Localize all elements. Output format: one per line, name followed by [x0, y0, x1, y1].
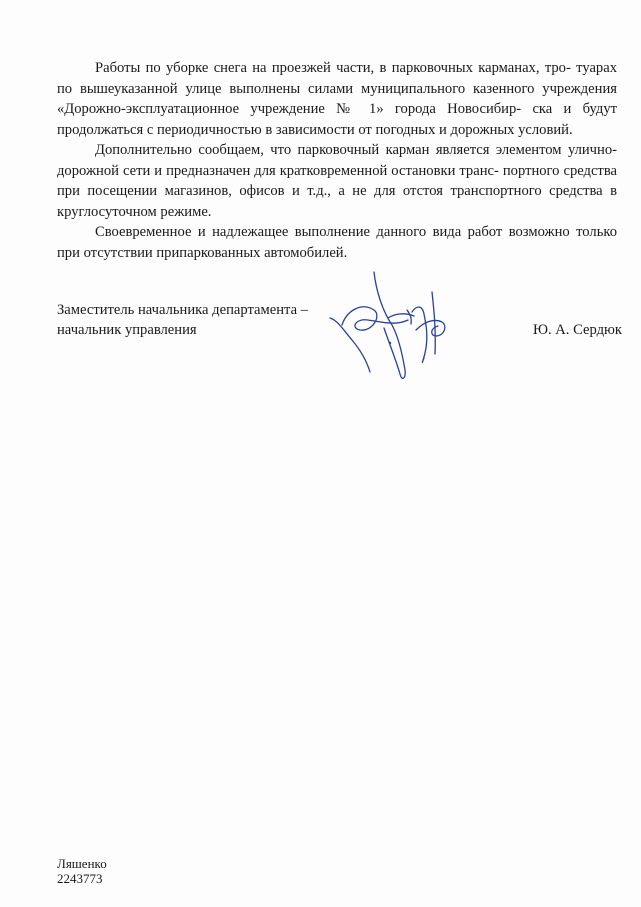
signatory-title: [57, 300, 337, 340]
text-line: Своевременное и надлежащее выполнение данного вида работ возможно: [95, 224, 570, 240]
signature-stroke: [407, 310, 411, 324]
text-line: портного средства при посещении магазинов, офисов и т.д., а не для отстоя: [57, 162, 617, 199]
executor-name: Ляшенко: [57, 856, 107, 871]
paragraph-parking-pocket: [57, 140, 617, 222]
signature-stroke: [416, 320, 445, 336]
handwritten-signature: [312, 270, 462, 385]
text-line: только при отсутствии припаркованных автомобилей.: [57, 224, 617, 261]
text-line: улично-дорожной сети и предназначен для кратковременной остановки транс-: [57, 142, 617, 179]
signature-stroke: [412, 307, 427, 363]
text-line: учреждения «Дорожно-эксплуатационное учреждение № 1» города Новосибир-: [57, 80, 617, 117]
signature-stroke: [330, 318, 370, 372]
signature-block: [57, 300, 622, 390]
text-line: Дополнительно сообщаем, что парковочный карман является элементом: [95, 142, 562, 158]
signature-stroke: [374, 272, 405, 378]
signatory-name: Ю. А. Сердюк: [532, 322, 622, 338]
signature-stroke: [342, 307, 408, 330]
signatory-title-line: Заместитель начальника департамента –: [57, 302, 309, 318]
executor-phone: 2243773: [57, 871, 103, 886]
signatory-title-line: начальник управления: [57, 322, 197, 338]
text-line: ска и будут продолжаться с периодичностью в зависимости от погодных и: [57, 101, 618, 138]
text-line: транспортного средства в круглосуточном режиме.: [57, 183, 617, 220]
text-line: дорожных условий.: [450, 121, 573, 138]
text-line: Работы по уборке снега на проезжей части, в парковочных карманах, тро-: [95, 60, 571, 76]
executor-info: [57, 856, 107, 886]
signature-stroke: [432, 292, 435, 354]
letter-body: [57, 58, 617, 263]
signature-dot: [389, 342, 391, 344]
paragraph-snow-removal: [57, 58, 617, 140]
text-line: туарах по вышеуказанной улице выполнены силами муниципального казенного: [57, 60, 617, 97]
paragraph-conditions: [57, 222, 617, 263]
